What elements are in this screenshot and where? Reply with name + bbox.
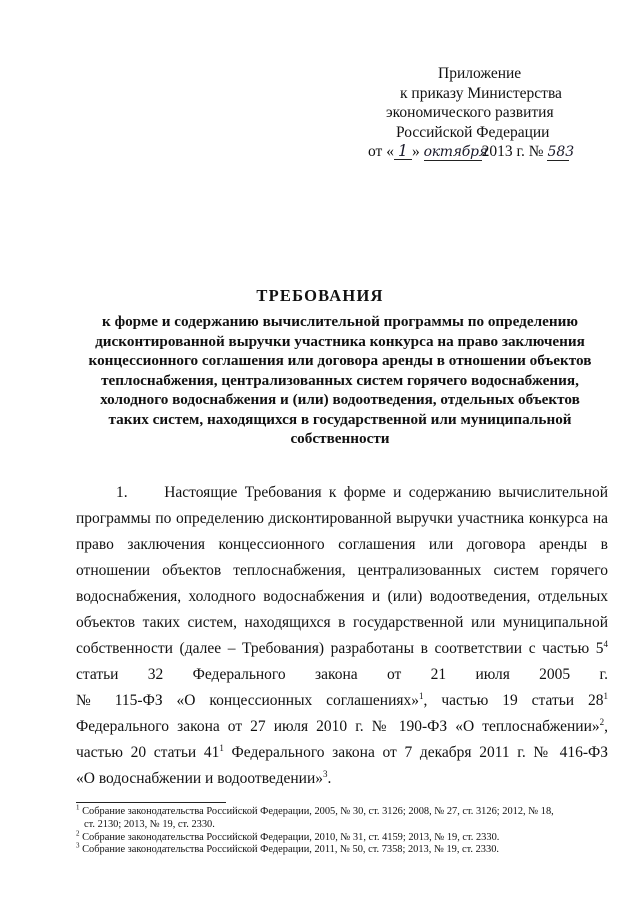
- paragraph-line: [76, 740, 608, 766]
- document-title: ТРЕБОВАНИЯ: [256, 286, 384, 305]
- footnote-number: 2: [76, 829, 80, 838]
- paragraph-line: [76, 766, 608, 792]
- footnote-ref: 1: [419, 690, 424, 701]
- footnote-ref: 1: [219, 742, 224, 753]
- footnote-text: Собрание законодательства Российской Федерации, 2005, № 30, ст. 3126; 2008, № 27, ст. 3126; 2012, № 18,: [79, 806, 554, 817]
- appendix-line: Российской Федерации: [396, 123, 550, 141]
- footnote-number: 1: [76, 803, 80, 812]
- text-run: ,: [604, 718, 608, 735]
- paragraph-line: [76, 714, 608, 740]
- text-run: «О водоснабжении и водоотведении»: [76, 770, 324, 787]
- subtitle-line: собственности: [290, 430, 390, 447]
- date-prefix: от «: [368, 143, 394, 160]
- handwritten-order-number: 583: [547, 144, 575, 160]
- paragraph-line: объектов таких систем, находящихся в государственной или муниципальной: [76, 614, 608, 631]
- appendix-line: Приложение: [438, 65, 522, 82]
- footnote-ref: 2: [599, 716, 605, 727]
- subtitle-line: дисконтированной выручки участника конкурса на право заключения: [95, 332, 585, 350]
- footnote-divider: [76, 802, 226, 803]
- text-run: .: [327, 770, 332, 787]
- footnote-ref: 3: [323, 768, 328, 779]
- paragraph-line: статьи 32 Федерального закона от 21 июля 2005 г.: [76, 666, 608, 683]
- text-run: Федерального закона от 7 декабря 2011 г. № 416-ФЗ: [223, 744, 609, 761]
- subtitle-line: концессионного соглашения или договора аренды в отношении объектов: [88, 352, 592, 369]
- text-run: № 115-ФЗ «О концессионных соглашениях»: [76, 692, 420, 709]
- footnotes: [76, 803, 616, 857]
- text-run: , частью 19 статьи 28: [423, 692, 604, 709]
- footnote-text: Собрание законодательства Российской Федерации, 2010, № 31, ст. 4159; 2013, № 19, ст. 2330.: [79, 831, 500, 843]
- paragraph-line: водоснабжения, холодного водоснабжения и (или) водоотведения, отдельных: [76, 588, 608, 605]
- document-subtitle: [70, 312, 610, 449]
- footnote-2: [76, 829, 616, 845]
- handwritten-month: октября: [423, 144, 488, 160]
- footnote-number: 3: [76, 841, 80, 850]
- footnote-text: Собрание законодательства Российской Федерации, 2011, № 50, ст. 7358; 2013, № 19, ст. 2330.: [79, 844, 499, 856]
- text-run: частью 20 статьи 41: [76, 744, 220, 761]
- text-run: Федерального закона от 27 июля 2010 г. № 190-ФЗ «О теплоснабжении»: [76, 718, 600, 735]
- footnote-1: [76, 803, 616, 819]
- text-run: собственности (далее – Требования) разработаны в соответствии с частью 5: [76, 640, 604, 657]
- paragraph-line: отношении объектов теплоснабжения, централизованных систем горячего: [76, 562, 608, 579]
- order-date-line: [368, 142, 620, 162]
- paragraph-1: [76, 480, 608, 792]
- footnote-ref: 4: [603, 638, 608, 649]
- footnote-ref: 1: [603, 690, 608, 701]
- paragraph-line: программы по определению дисконтированной выручки участника конкурса на: [76, 510, 608, 527]
- footnote-1-continuation: ст. 2130; 2013, № 19, ст. 2330.: [84, 818, 215, 830]
- appendix-line: к приказу Министерства: [400, 84, 562, 102]
- appendix-line: экономического развития: [386, 104, 554, 121]
- subtitle-line: теплоснабжения, централизованных систем горячего водоснабжения,: [101, 371, 579, 389]
- paragraph-line: 1. Настоящие Требования к форме и содержанию вычислительной: [116, 484, 608, 501]
- handwritten-day: 1: [394, 143, 412, 160]
- footnote-3: [76, 841, 616, 857]
- appendix-header: [368, 64, 620, 162]
- subtitle-line: таких систем, находящихся в государственной или муниципальной: [108, 410, 572, 428]
- paragraph-line: [76, 636, 608, 662]
- date-mid: »: [411, 143, 420, 160]
- subtitle-line: холодного водоснабжения и (или) водоотведения, отдельных объектов: [100, 391, 580, 408]
- subtitle-line: к форме и содержанию вычислительной программы по определению: [102, 313, 578, 330]
- date-year: 2013 г. №: [481, 143, 544, 160]
- paragraph-line: право заключения концессионного соглашения или договора аренды в: [76, 536, 608, 553]
- paragraph-line: [76, 688, 608, 714]
